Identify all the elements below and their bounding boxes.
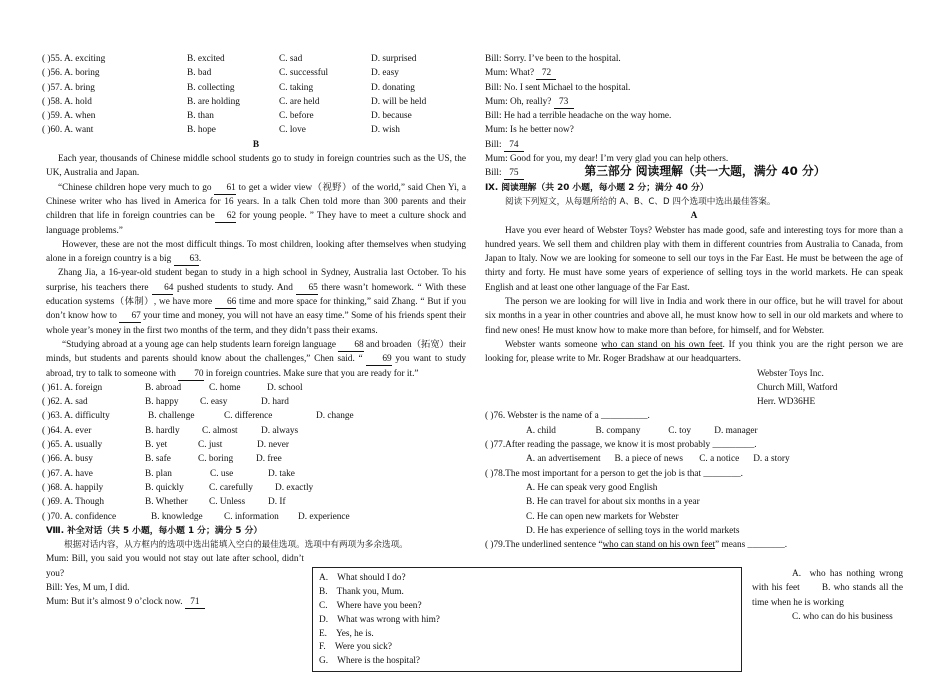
option-c: C. just [198, 440, 223, 451]
option-c: C. information [224, 511, 279, 522]
mc-question-row [42, 123, 466, 137]
question-stem: ( )59. A. when [42, 111, 96, 122]
option-b: B. bad [187, 68, 212, 79]
mc-question-row [42, 495, 466, 509]
dialogue-options-box [312, 567, 742, 672]
option-b: B. collecting [187, 82, 235, 93]
question-79-options-ab: A. who has nothing wrong with his feet B. who stands all the time when he is working [752, 569, 906, 608]
question-stem: ( )56. A. boring [42, 68, 100, 79]
question-stem: ( )64. A. ever [42, 425, 92, 436]
option-b: B. abroad [145, 382, 182, 393]
dialogue-line-1: Mum: Bill, you said you would not stay out late after school, didn’t you? [46, 554, 304, 579]
passage-b-paragraph-1: Each year, thousands of Chinese middle school students go to study in foreign countries such as the US, the UK, Australia and Japan. [46, 154, 466, 179]
option-d: D. because [371, 111, 412, 122]
option-c: C. home [209, 382, 241, 393]
option-b: B. plan [145, 468, 172, 479]
blank-73[interactable]: 73 [554, 97, 574, 109]
option-d: D. exactly [275, 482, 314, 493]
question-stem: ( )58. A. hold [42, 96, 92, 107]
option-d: D. always [261, 425, 299, 436]
option-c: C. use [210, 468, 234, 479]
mc-question-row [42, 66, 466, 80]
dialogue-option: G. Where is the hospital? [319, 656, 421, 667]
passage-a-paragraph-2: The person we are looking for will live in India and work there in our office, but he will travel for about six months in a year in other countries and above all, he must know how to sell in our old markets and where to find new ones! He must know how to make more than before, for himself, and for Webster. [485, 297, 903, 336]
option-b: B. excited [187, 54, 225, 64]
address-line-2: Church Mill, Watford [757, 382, 838, 393]
option-c: C. easy [200, 397, 228, 408]
dialogue-line-3: Mum: But it’s almost 9 o’clock now. 71 [46, 595, 466, 609]
option-c: C. before [279, 111, 314, 122]
option-c: C. love [279, 125, 306, 136]
dialogue-option: B. Thank you, Mum. [319, 586, 404, 597]
option-d: D. take [268, 468, 295, 479]
option-d: D. wish [371, 125, 400, 136]
option-b: B. Whether [145, 497, 188, 508]
mc-question-row [42, 81, 466, 95]
mc-question-row [42, 381, 466, 395]
mc-question-row [42, 52, 466, 66]
question-stem: ( )60. A. want [42, 125, 94, 136]
option-d: D. school [267, 382, 303, 393]
option-b: B. are holding [187, 96, 240, 107]
right-column [485, 52, 903, 552]
mc-question-row [42, 395, 466, 409]
option-b: B. happy [145, 397, 179, 408]
question-stem: ( )69. A. Though [42, 497, 105, 508]
question-78-option-a: A. He can speak very good English [526, 482, 658, 493]
question-stem: ( )70. A. confidence [42, 511, 117, 522]
blank-68[interactable]: 68 [338, 340, 363, 352]
cloze-a-options [42, 52, 466, 138]
passage-b-paragraph-5: “Studying abroad at a young age can help students learn foreign language 68 and broaden（拓宽）their minds, but students and parents should know about the challenges,” Chen said. “ 69 you want to study abroad, try to talk to someone with 70 in foreign countries. Make sure that you are ready for it.” [46, 339, 466, 379]
left-column [42, 52, 466, 610]
mc-question-row [42, 424, 466, 438]
mc-question-row [42, 467, 466, 481]
option-b: B. hardly [145, 425, 180, 436]
blank-67[interactable]: 67 [119, 311, 140, 323]
blank-69[interactable]: 69 [366, 354, 391, 366]
option-b: B. challenge [148, 411, 195, 422]
question-77-options: A. an advertisement B. a piece of news C. a notice D. a story [526, 454, 790, 465]
question-77: ( )77.After reading the passage, we know it is most probably _________. [485, 440, 757, 451]
mc-question-row [42, 409, 466, 423]
address-line-1: Webster Toys Inc. [757, 368, 824, 379]
option-d: D. If [268, 497, 286, 508]
option-d: D. never [257, 440, 290, 451]
dialogue-right-7: Bill: 74 [485, 138, 903, 152]
mc-question-row [42, 510, 466, 524]
question-stem: ( )63. A. difficulty [42, 411, 110, 422]
question-76: ( )76. Webster is the name of a __________. [485, 411, 650, 422]
option-c: C. Unless [209, 497, 246, 508]
mc-question-row [42, 452, 466, 466]
question-76-options: A. child B. company C. toy D. manager [526, 425, 758, 436]
passage-a-label: A [690, 211, 698, 222]
blank-74[interactable]: 74 [504, 140, 524, 152]
blank-66[interactable]: 66 [215, 297, 236, 309]
option-b: B. quickly [145, 482, 184, 493]
question-stem: ( )66. A. busy [42, 454, 93, 465]
dialogue-option: A. What should I do? [319, 573, 406, 583]
section-9-heading: Ⅸ. 阅读理解（共 20 小题，每小题 2 分；满分 40 分） [485, 182, 709, 193]
dialogue-right-2: Mum: What? 72 [485, 66, 903, 80]
question-78: ( )78.The most important for a person to get the job is that ________. [485, 468, 743, 479]
option-c: C. successful [279, 68, 329, 79]
part-3-title: 第三部分 阅读理解（共一大题，满分 40 分） [584, 164, 826, 179]
option-c: C. sad [279, 54, 303, 64]
cloze-b-options [42, 381, 466, 524]
passage-a-paragraph-3: Webster wants someone who can stand on his own feet. If you think you are the right person we are looking for, please write to Mr. Roger Bradshaw at our headquarters. [485, 339, 903, 365]
dialogue-right-9: Bill: 75 [485, 168, 524, 178]
blank-75[interactable]: 75 [504, 168, 524, 180]
option-b: B. safe [145, 454, 171, 465]
dialogue-right-1: Bill: Sorry. I’ve been to the hospital. [485, 54, 621, 64]
dialogue-right-6: Mum: Is he better now? [485, 125, 574, 136]
option-b: B. knowledge [151, 511, 203, 522]
option-c: C. taking [279, 82, 314, 93]
question-78-option-c: C. He can open new markets for Webster [526, 511, 679, 522]
mc-question-row [42, 95, 466, 109]
question-79-options [752, 567, 906, 624]
dialogue-option: C. Where have you been? [319, 600, 422, 611]
mc-question-row [42, 481, 466, 495]
mc-question-row [42, 438, 466, 452]
blank-71[interactable]: 71 [185, 597, 205, 609]
passage-b-label: B [252, 139, 260, 150]
passage-b-paragraph-3: However, these are not the most difficult things. To most children, looking after themselves when studying alone in a foreign country is a big 63. [46, 239, 466, 265]
address-line-3: Herr. WD36HE [757, 397, 816, 408]
option-c: C. almost [202, 425, 238, 436]
mc-question-row [42, 109, 466, 123]
option-d: D. will be held [371, 96, 427, 107]
blank-70[interactable]: 70 [178, 369, 203, 381]
blank-64[interactable]: 64 [152, 283, 173, 295]
question-stem: ( )65. A. usually [42, 440, 103, 451]
option-c: C. difference [224, 411, 273, 422]
question-stem: ( )68. A. happily [42, 482, 104, 493]
dialogue-line-2: Bill: Yes, M um, I did. [46, 582, 130, 593]
question-stem: ( )62. A. sad [42, 397, 88, 408]
dialogue-option: F. Were you sick? [319, 642, 392, 653]
option-b: B. yet [145, 440, 168, 451]
blank-62[interactable]: 62 [215, 211, 236, 223]
dialogue-option: E. Yes, he is. [319, 628, 374, 639]
question-stem: ( )61. A. foreign [42, 382, 103, 393]
blank-72[interactable]: 72 [536, 68, 556, 80]
dialogue-right-5: Bill: He had a terrible headache on the way home. [485, 111, 672, 122]
question-stem: ( )55. A. exciting [42, 54, 106, 64]
blank-63[interactable]: 63 [174, 254, 199, 266]
option-d: D. free [256, 454, 282, 465]
section-8-heading: Ⅷ. 补全对话（共 5 小题，每小题 1 分；满分 5 分） [46, 525, 263, 536]
underlined-phrase: who can stand on his own feet [601, 339, 723, 350]
option-b: B. than [187, 111, 214, 122]
question-78-option-b: B. He can travel for about six months in a year [526, 497, 700, 508]
question-79-option-c: C. who can do his business [792, 611, 893, 622]
passage-a-paragraph-1: Have you ever heard of Webster Toys? Webster has made good, safe and interesting toys for more than a hundred years. We sell them and children play with them in different countries from Australia to Canada, from Japan to Italy. Now we are looking for someone to sell our toys in the Far East. He must be between the age of thirty and forty. He must have some years of experience of selling toys in the world markets. He can speak English and at least one other language of the Far East. [485, 225, 903, 293]
option-d: D. change [316, 411, 354, 422]
passage-b-paragraph-4: Zhang Jia, a 16-year-old student began to study in a high school in Sydney, Australia last October. To his surprise, his teachers there 64 pushed students to study. And 65 there wasn’t homework. “ With these education systems（体制）, we have more 66 time and more space for thinking,” said Zhang. “ But if you don’t know how to 67 your time and money, you will not have an easy time.” Some of his friends spent their whole year’s money in the first two months of the term, and they didn’t pass their exams. [46, 268, 466, 336]
option-d: D. donating [371, 82, 415, 93]
option-c: C. carefully [209, 482, 253, 493]
option-d: D. experience [298, 511, 350, 522]
passage-b-paragraph-2: “Chinese children hope very much to go 61 to get a wider view（视野）of the world,” said Chen Yi, a Chinese writer who has lived in America for 16 years. In a talk Chen told more than 300 parents and their children that life in foreign countries can be 62 for young people. ” They have to meet a culture shock and language problems.” [46, 182, 466, 236]
dialogue-right-3: Bill: No. I sent Michael to the hospital. [485, 82, 631, 93]
blank-65[interactable]: 65 [296, 283, 317, 295]
section-8-instruction: 根据对话内容，从方框内的选项中选出能填入空白的最佳选项。选项中有两项为多余选项。 [64, 540, 408, 551]
option-d: D. easy [371, 68, 399, 79]
question-stem: ( )67. A. have [42, 468, 93, 479]
option-c: C. boring [198, 454, 234, 465]
blank-61[interactable]: 61 [214, 183, 235, 195]
option-d: D. hard [261, 397, 289, 408]
section-9-instruction: 阅读下列短文，从每题所给的 A、B、C、D 四个选项中选出最佳答案。 [505, 196, 776, 207]
option-c: C. are held [279, 96, 320, 107]
question-stem: ( )57. A. bring [42, 82, 95, 93]
dialogue-option: D. What was wrong with him? [319, 614, 440, 625]
question-78-option-d: D. He has experience of selling toys in the world markets [526, 525, 740, 536]
question-79: ( )79.The underlined sentence “who can stand on his own feet” means ________. [485, 540, 788, 551]
option-b: B. hope [187, 125, 216, 136]
option-d: D. surprised [371, 54, 417, 64]
dialogue-right-8: Mum: Good for you, my dear! I’m very glad you can help others. [485, 154, 729, 165]
dialogue-right-9-row [485, 166, 903, 180]
dialogue-right-4: Mum: Oh, really? 73 [485, 95, 903, 109]
